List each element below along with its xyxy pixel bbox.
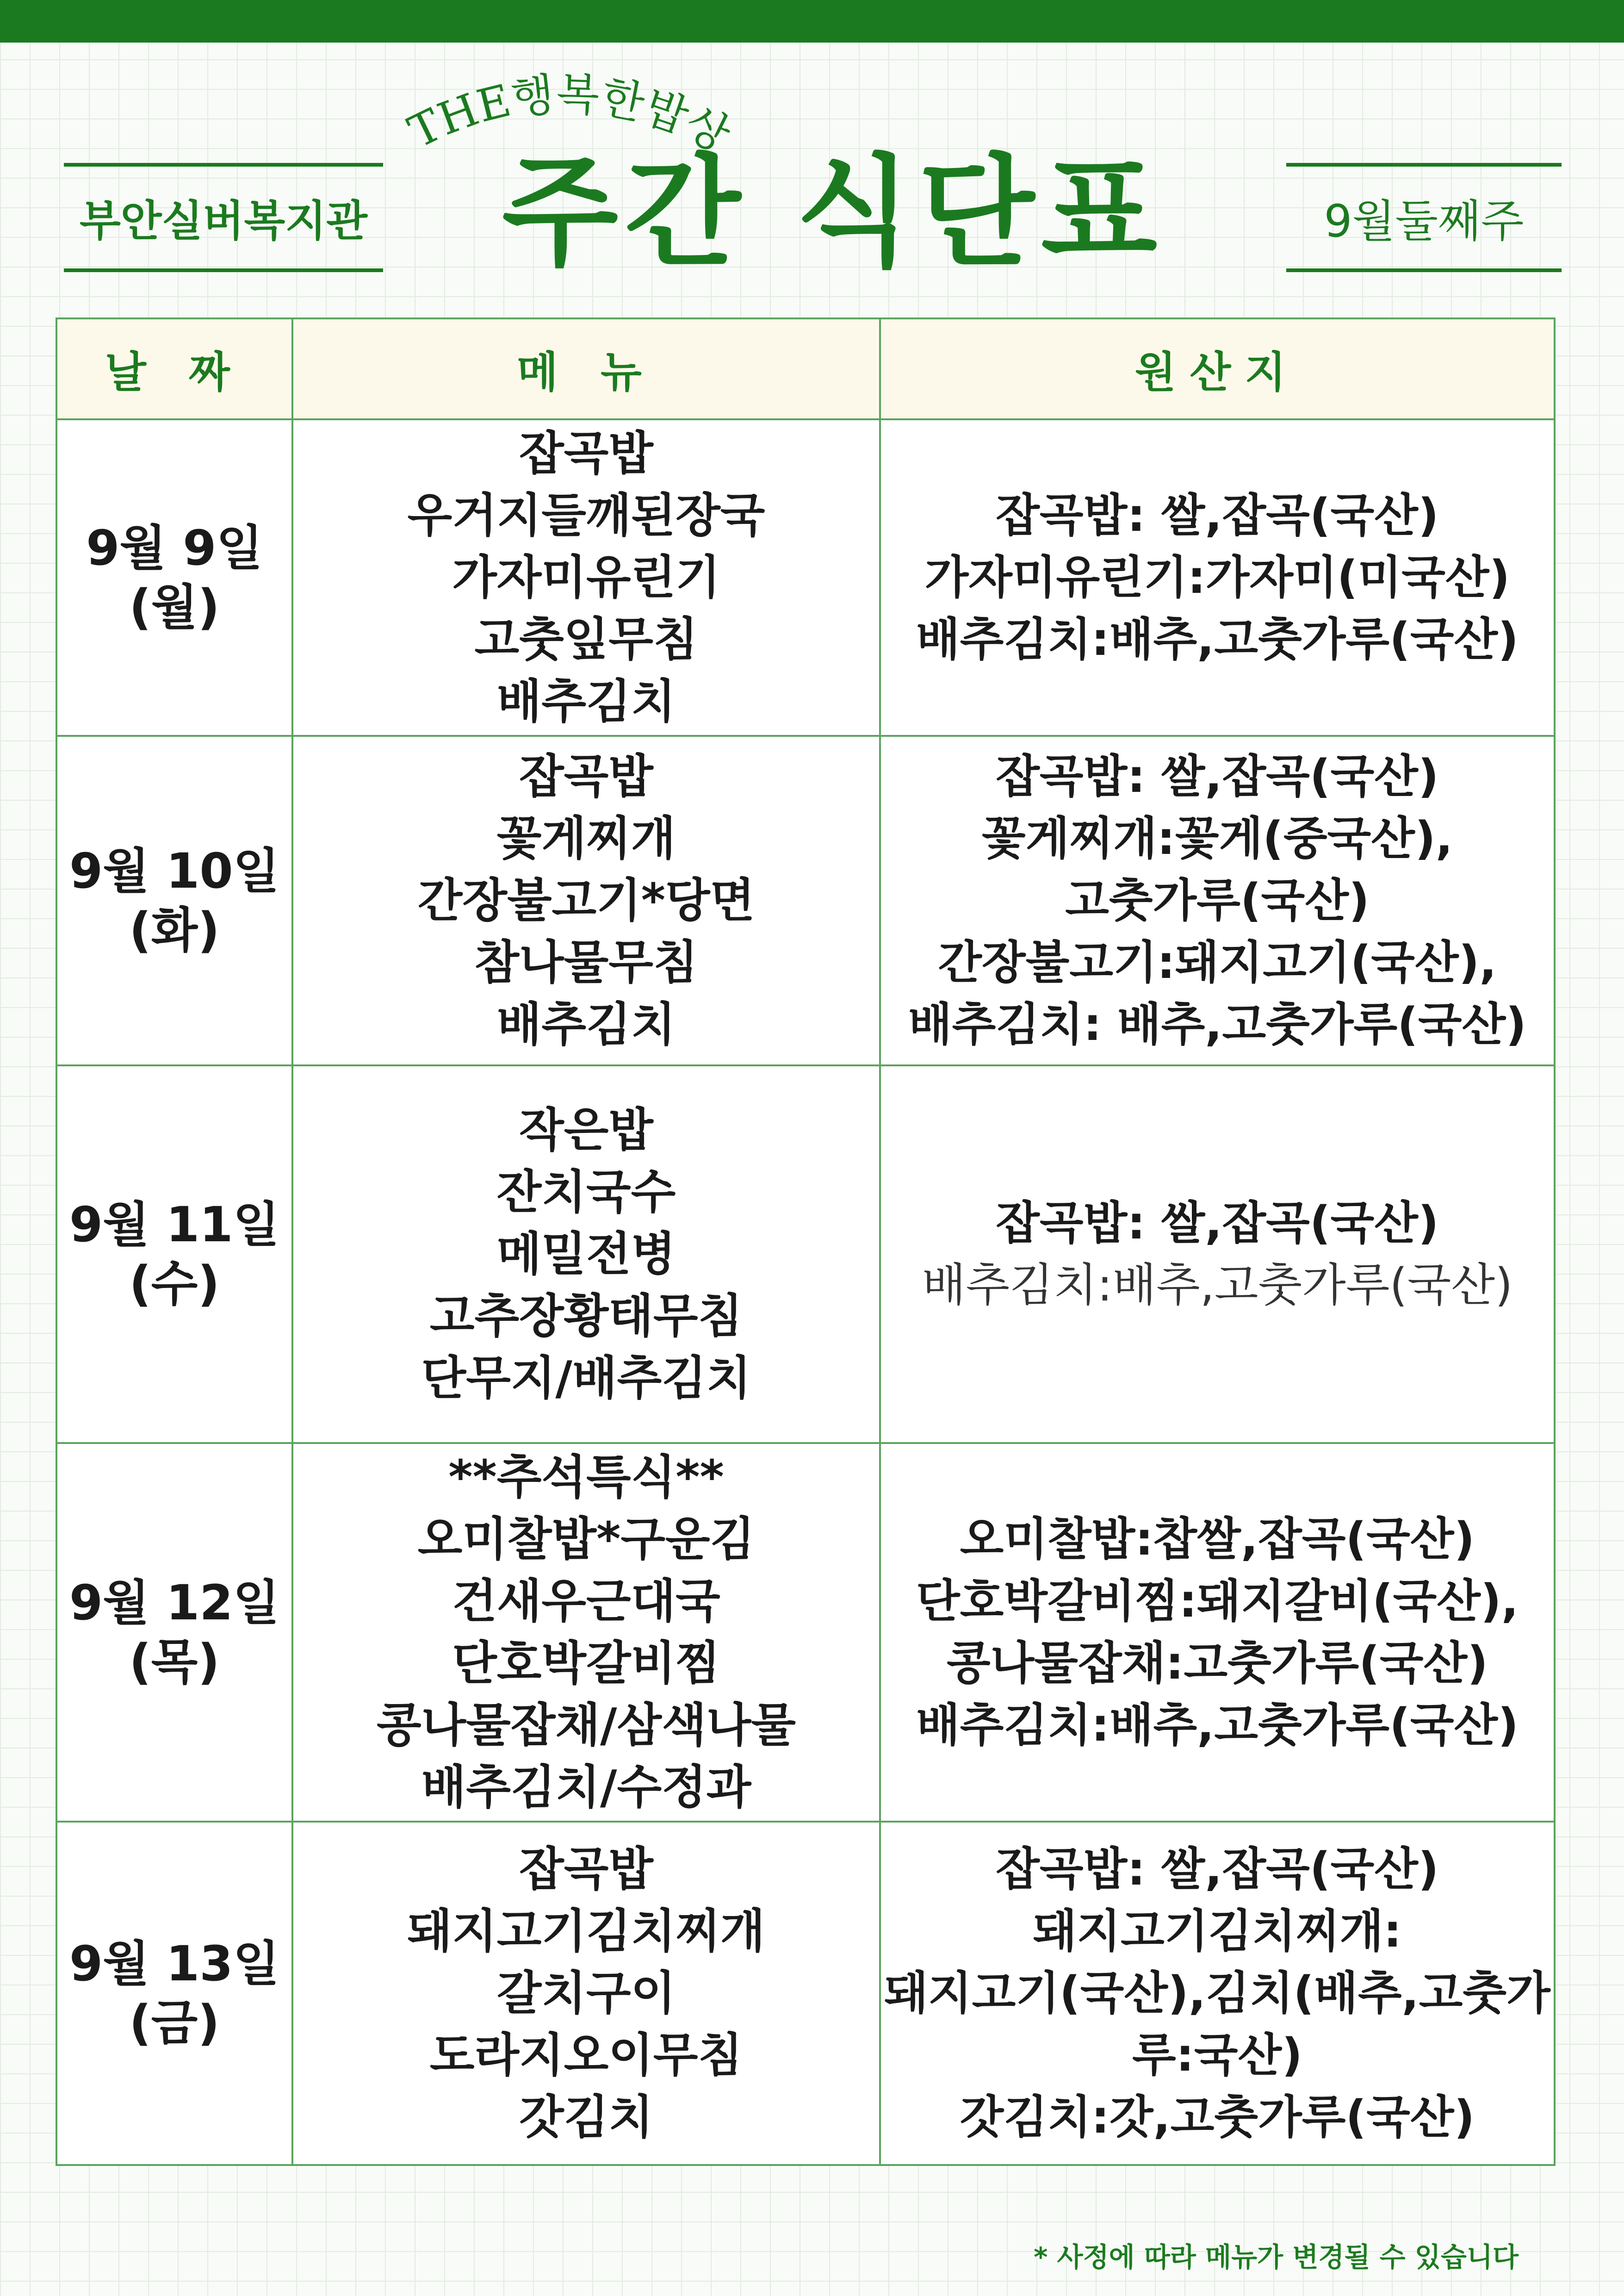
menu-item: 배추김치 — [496, 674, 676, 728]
menu-cell — [292, 1822, 880, 2165]
origin-line: 잡곡밥: 쌀,잡곡(국산) — [996, 1843, 1439, 1896]
meal-plan-table — [56, 317, 1556, 2166]
origin-line: 단호박갈비찜:돼지갈비(국산), — [916, 1575, 1519, 1628]
column-header-date: 날 짜 — [56, 318, 292, 419]
menu-cell — [292, 736, 880, 1065]
origin-line: 간장불고기:돼지고기(국산), — [938, 936, 1497, 989]
table-header-row — [56, 318, 1555, 419]
menu-item: 배추김치 — [496, 997, 676, 1052]
weekday-text: (수) — [129, 1256, 220, 1312]
column-header-origin: 원산지 — [880, 318, 1555, 419]
page-title: 주간 식단표 — [502, 143, 1164, 283]
menu-item: 오미찰밥*구운김 — [417, 1512, 755, 1566]
origin-line: 고춧가루(국산) — [1065, 874, 1370, 927]
menu-item: 우거지들깨된장국 — [407, 488, 765, 542]
weekday-text: (금) — [129, 1995, 220, 2051]
menu-cell — [292, 1443, 880, 1822]
origin-line: 돼지고기김치찌개: — [1033, 1905, 1402, 1958]
origin-line: 꽃게찌개:꽃게(중국산), — [981, 812, 1453, 865]
menu-item: 돼지고기김치찌개 — [407, 1904, 765, 1958]
menu-item: 단무지/배추김치 — [421, 1351, 751, 1405]
menu-item: 작은밥 — [519, 1103, 653, 1157]
date-cell — [56, 1443, 292, 1822]
date-text: 9월 12일 — [69, 1574, 280, 1631]
organization-name: 부안실버복지관 — [79, 196, 368, 246]
menu-item: 간장불고기*당면 — [417, 873, 755, 927]
menu-item: 메밀전병 — [496, 1227, 676, 1281]
origin-line: 잡곡밥: 쌀,잡곡(국산) — [996, 750, 1439, 803]
menu-item: 잡곡밥 — [519, 1842, 653, 1896]
origin-line: 배추김치:배추,고춧가루(국산) — [916, 1699, 1519, 1752]
weekday-text: (화) — [129, 902, 220, 958]
origin-cell — [880, 419, 1555, 736]
menu-item: 잔치국수 — [496, 1165, 676, 1219]
menu-cell — [292, 1065, 880, 1443]
date-text: 9월 13일 — [69, 1935, 280, 1992]
menu-item: 잡곡밥 — [519, 749, 653, 803]
table-row — [56, 419, 1555, 736]
date-cell — [56, 736, 292, 1065]
menu-item: 갓김치 — [519, 2090, 653, 2144]
menu-item: 참나물무침 — [474, 935, 698, 989]
weekday-text: (목) — [129, 1634, 220, 1690]
table-row — [56, 1065, 1555, 1443]
menu-item: 콩나물잡채/삼색나물 — [377, 1698, 796, 1752]
origin-line: 오미찰밥:찹쌀,잡곡(국산) — [960, 1513, 1475, 1566]
week-banner — [1286, 163, 1562, 272]
date-cell — [56, 1822, 292, 2165]
top-accent-bar — [0, 0, 1624, 43]
menu-item: 잡곡밥 — [519, 426, 653, 480]
origin-cell — [880, 1443, 1555, 1822]
table-row — [56, 1822, 1555, 2165]
menu-cell — [292, 419, 880, 736]
subtitle-text: THE행복한밥상 — [401, 68, 738, 162]
table-row — [56, 736, 1555, 1065]
date-cell — [56, 1065, 292, 1443]
origin-line: 콩나물잡채:고춧가루(국산) — [946, 1637, 1488, 1690]
menu-item: 가자미유린기 — [452, 550, 720, 604]
weekday-text: (월) — [129, 579, 220, 635]
origin-line: 돼지고기(국산),김치(배추,고춧가루:국산) — [884, 1967, 1550, 2082]
menu-item: **추석특식** — [448, 1450, 724, 1504]
origin-line: 잡곡밥: 쌀,잡곡(국산) — [996, 1197, 1439, 1250]
divider — [1286, 268, 1562, 272]
origin-line: 갓김치:갓,고춧가루(국산) — [960, 2091, 1475, 2144]
menu-item: 도라지오이무침 — [429, 2028, 743, 2082]
date-cell — [56, 419, 292, 736]
origin-cell — [880, 736, 1555, 1065]
origin-cell — [880, 1822, 1555, 2165]
origin-line: 잡곡밥: 쌀,잡곡(국산) — [996, 489, 1439, 542]
date-text: 9월 11일 — [69, 1196, 280, 1253]
origin-line: 배추김치:배추,고춧가루(국산) — [922, 1259, 1513, 1312]
origin-cell — [880, 1065, 1555, 1443]
organization-banner — [64, 163, 383, 272]
origin-line: 가자미유린기:가자미(미국산) — [924, 551, 1510, 604]
origin-line: 배추김치:배추,고춧가루(국산) — [916, 613, 1519, 666]
column-header-menu: 메 뉴 — [292, 318, 880, 419]
menu-item: 단호박갈비찜 — [452, 1636, 720, 1690]
divider — [64, 268, 383, 272]
menu-item: 갈치구이 — [496, 1966, 676, 2020]
week-label: 9월둘째주 — [1324, 195, 1524, 247]
menu-item: 배추김치/수정과 — [421, 1760, 751, 1814]
menu-item: 고춧잎무침 — [474, 612, 698, 666]
date-text: 9월 10일 — [69, 843, 280, 899]
menu-item: 고추장황태무침 — [429, 1289, 743, 1343]
menu-item: 꽃게찌개 — [496, 811, 676, 865]
date-text: 9월 9일 — [86, 520, 263, 576]
origin-line: 배추김치: 배추,고춧가루(국산) — [908, 998, 1527, 1051]
footer-note: * 사정에 따라 메뉴가 변경될 수 있습니다 — [1034, 2241, 1519, 2273]
menu-item: 건새우근대국 — [452, 1574, 720, 1628]
table-row — [56, 1443, 1555, 1822]
